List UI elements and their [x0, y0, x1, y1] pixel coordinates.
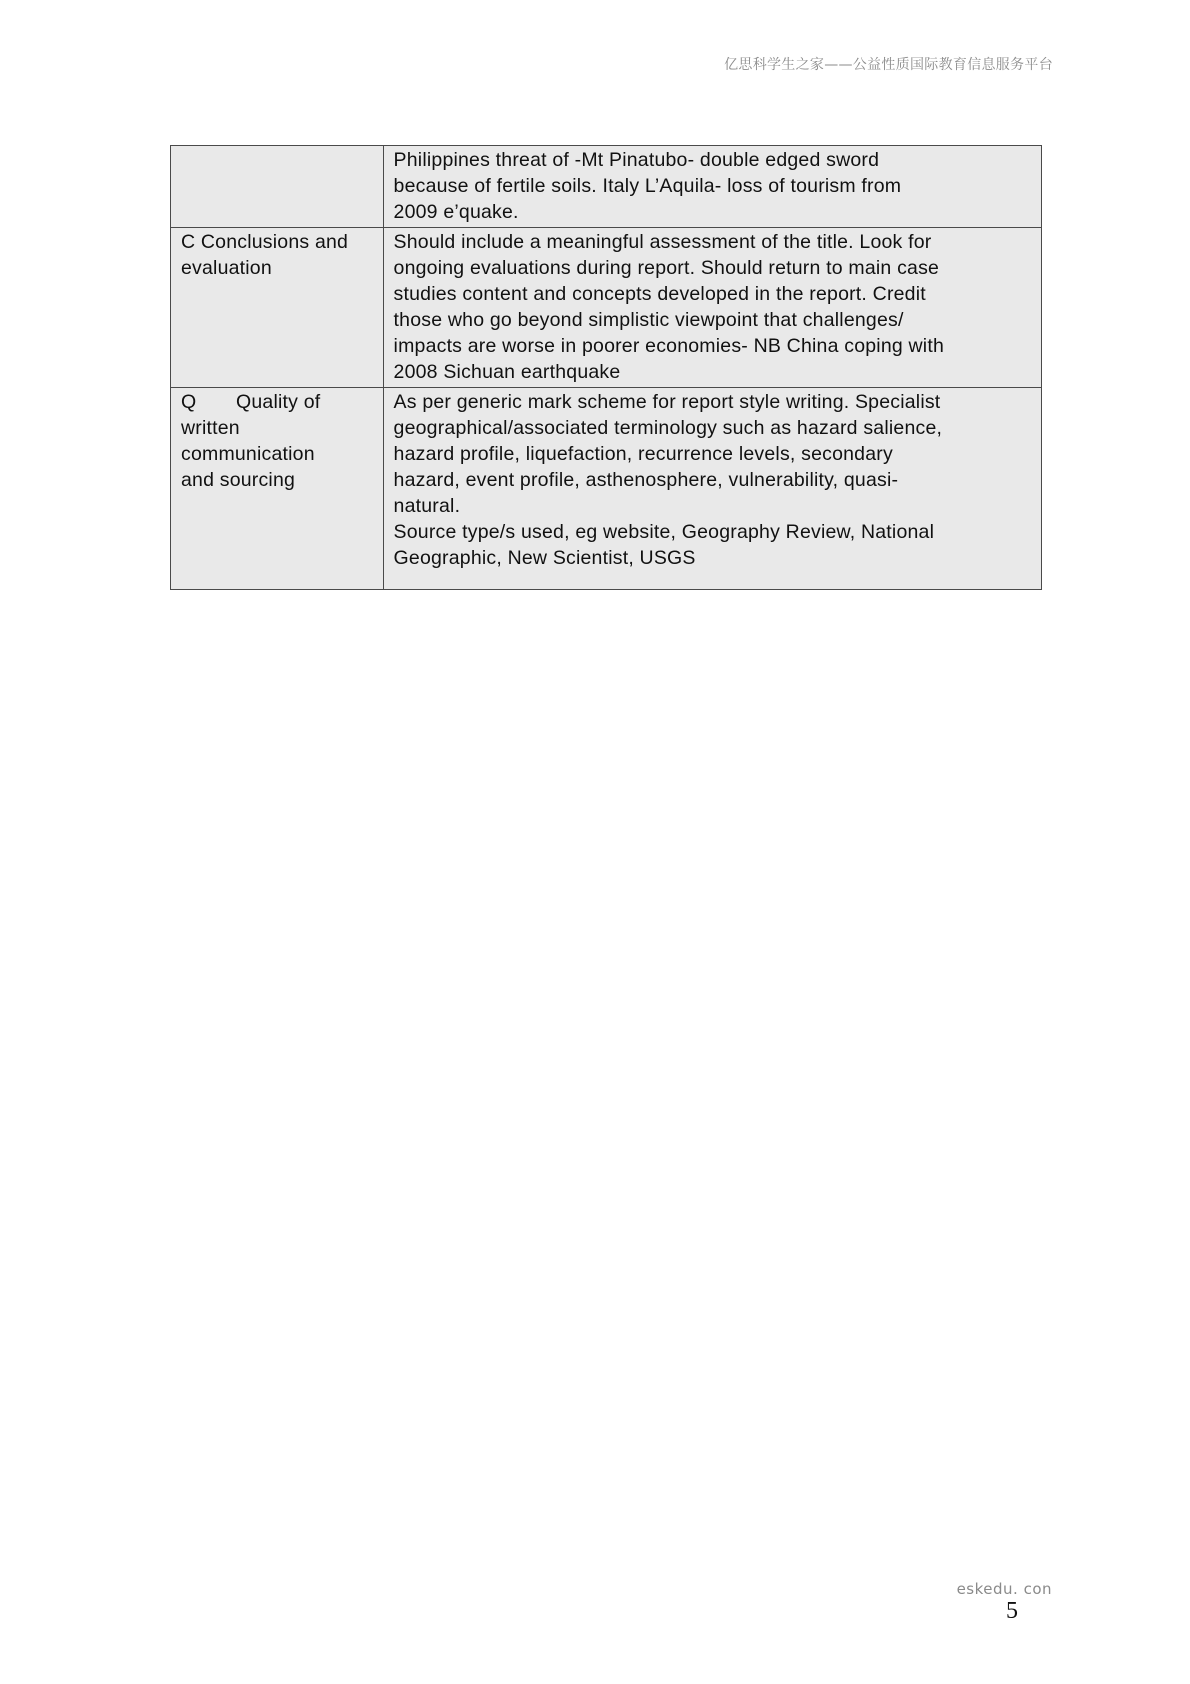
- criterion-cell: [171, 388, 384, 590]
- description-line: natural.: [393, 495, 461, 517]
- description-cell: [383, 146, 1041, 228]
- description-line: Source type/s used, eg website, Geography Review, National: [393, 521, 935, 543]
- description-line: 2008 Sichuan earthquake: [393, 361, 621, 383]
- criterion-cell: [171, 146, 384, 228]
- description-line: Philippines threat of -Mt Pinatubo- double edged sword: [393, 149, 880, 171]
- criterion-label-line: C Conclusions and: [181, 231, 349, 253]
- description-cell: [383, 388, 1041, 590]
- description-line: geographical/associated terminology such as hazard salience,: [393, 417, 943, 439]
- criterion-label-line: written: [181, 417, 240, 439]
- footer-site: eskedu. con: [956, 1580, 1052, 1598]
- criterion-label-line: evaluation: [181, 257, 272, 279]
- description-line: As per generic mark scheme for report style writing. Specialist: [393, 391, 941, 413]
- description-line: Should include a meaningful assessment of the title. Look for: [393, 231, 932, 253]
- description-line: those who go beyond simplistic viewpoint that challenges/: [393, 309, 904, 331]
- page-number: 5: [1006, 1598, 1018, 1624]
- criterion-cell: [171, 228, 384, 388]
- description-line: because of fertile soils. Italy L’Aquila- loss of tourism from: [393, 175, 902, 197]
- mark-scheme-table: [170, 145, 1042, 590]
- table-row: [171, 228, 1042, 388]
- description-line: hazard profile, liquefaction, recurrence levels, secondary: [393, 443, 893, 465]
- description-line: 2009 e’quake.: [393, 201, 519, 223]
- description-line: studies content and concepts developed in the report. Credit: [393, 283, 926, 305]
- description-line: hazard, event profile, asthenosphere, vulnerability, quasi-: [393, 469, 899, 491]
- criterion-label-line: [181, 389, 373, 415]
- description-line: impacts are worse in poorer economies- NB China coping with: [393, 335, 945, 357]
- description-cell: [383, 228, 1041, 388]
- criterion-code: Q: [181, 391, 197, 413]
- criterion-label-line: and sourcing: [181, 469, 296, 491]
- criterion-label-line: communication: [181, 443, 315, 465]
- criterion-label-first: Quality of: [236, 391, 321, 413]
- table-row: [171, 146, 1042, 228]
- description-line: ongoing evaluations during report. Should return to main case: [393, 257, 940, 279]
- table-row: [171, 388, 1042, 590]
- description-line: Geographic, New Scientist, USGS: [393, 547, 696, 569]
- page-header: 亿思科学生之家——公益性质国际教育信息服务平台: [724, 57, 1053, 73]
